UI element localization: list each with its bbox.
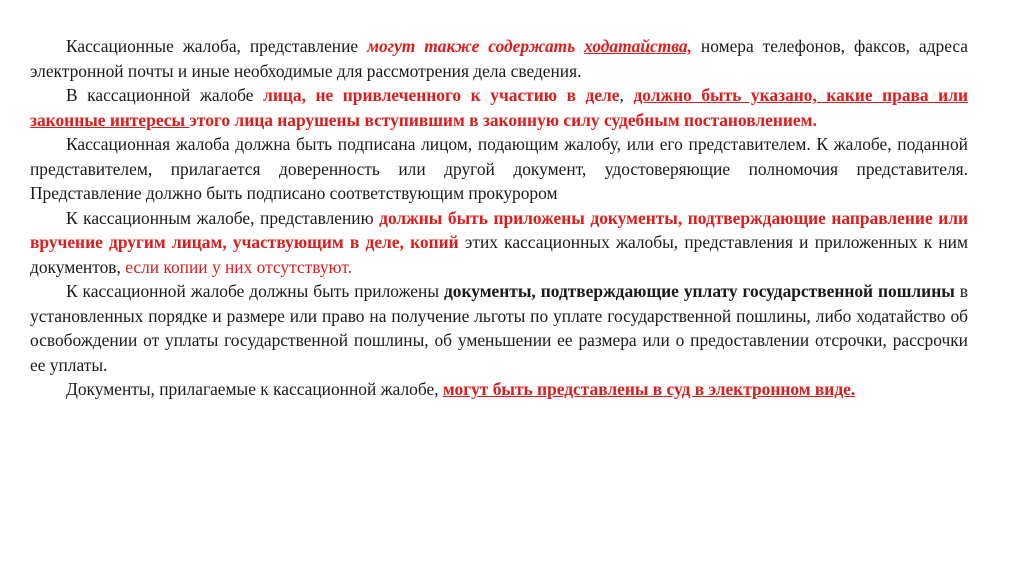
text-run: могут также содержать [367, 36, 585, 56]
text-run: этих кассационных жалобы, представления и приложенных к ним документов, [30, 232, 968, 277]
text-run: этого лица нарушены вступившим в законную силу судебным постановлением. [189, 109, 817, 130]
paragraph-electronic [30, 377, 968, 402]
text-run: номера телефонов, факсов, адреса электронной почты и иные необходимые для рассмотрения дела сведения. [30, 36, 968, 81]
text-run: Кассационные жалоба, представление [66, 36, 368, 56]
text-run: В кассационной жалобе [66, 85, 264, 105]
text-run: ходатайства, [584, 36, 692, 56]
paragraph-copies [30, 206, 968, 280]
text-run: , [619, 85, 634, 105]
text-run: должно быть указано, какие права или законные интересы [30, 85, 968, 130]
paragraph-signature [30, 132, 968, 206]
paragraph-petitions [30, 34, 968, 83]
text-run: документы, подтверждающие уплату государственной пошлины [443, 281, 955, 301]
text-run: могут быть представлены в суд в электронном виде. [442, 379, 856, 399]
paragraph-state-fee [30, 279, 968, 377]
text-run: Кассационная жалоба должна быть подписана лицом, подающим жалобу, или его представителем. К жалобе, поданной представителем, прилагается доверенность или другой документ, удостоверяющие полномочия представителя. Представление должно быть подписано соответствующим прокурором [30, 134, 968, 203]
text-run: Документы, прилагаемые к кассационной жалобе, [66, 379, 443, 399]
text-run: К кассационной жалобе должны быть приложены [66, 281, 444, 301]
text-run: в установленных порядке и размере или право на получение льготы по уплате государственной пошлины, либо ходатайство об освобождении от уплаты государственной пошлины, об уменьшении ее размера или о предоставлении отсрочки, рассрочки ее уплаты. [30, 281, 968, 375]
slide-content [30, 34, 968, 402]
text-run: если копии у них отсутствуют. [125, 256, 352, 277]
text-run: К кассационным жалобе, представлению [66, 207, 380, 228]
paragraph-non-party [30, 83, 968, 132]
text-run: должны быть приложены документы, подтверждающие направление или вручение другим лицам, участвующим в деле, копий [30, 207, 968, 252]
text-run: лица, не привлеченного к участию в деле [263, 85, 620, 105]
